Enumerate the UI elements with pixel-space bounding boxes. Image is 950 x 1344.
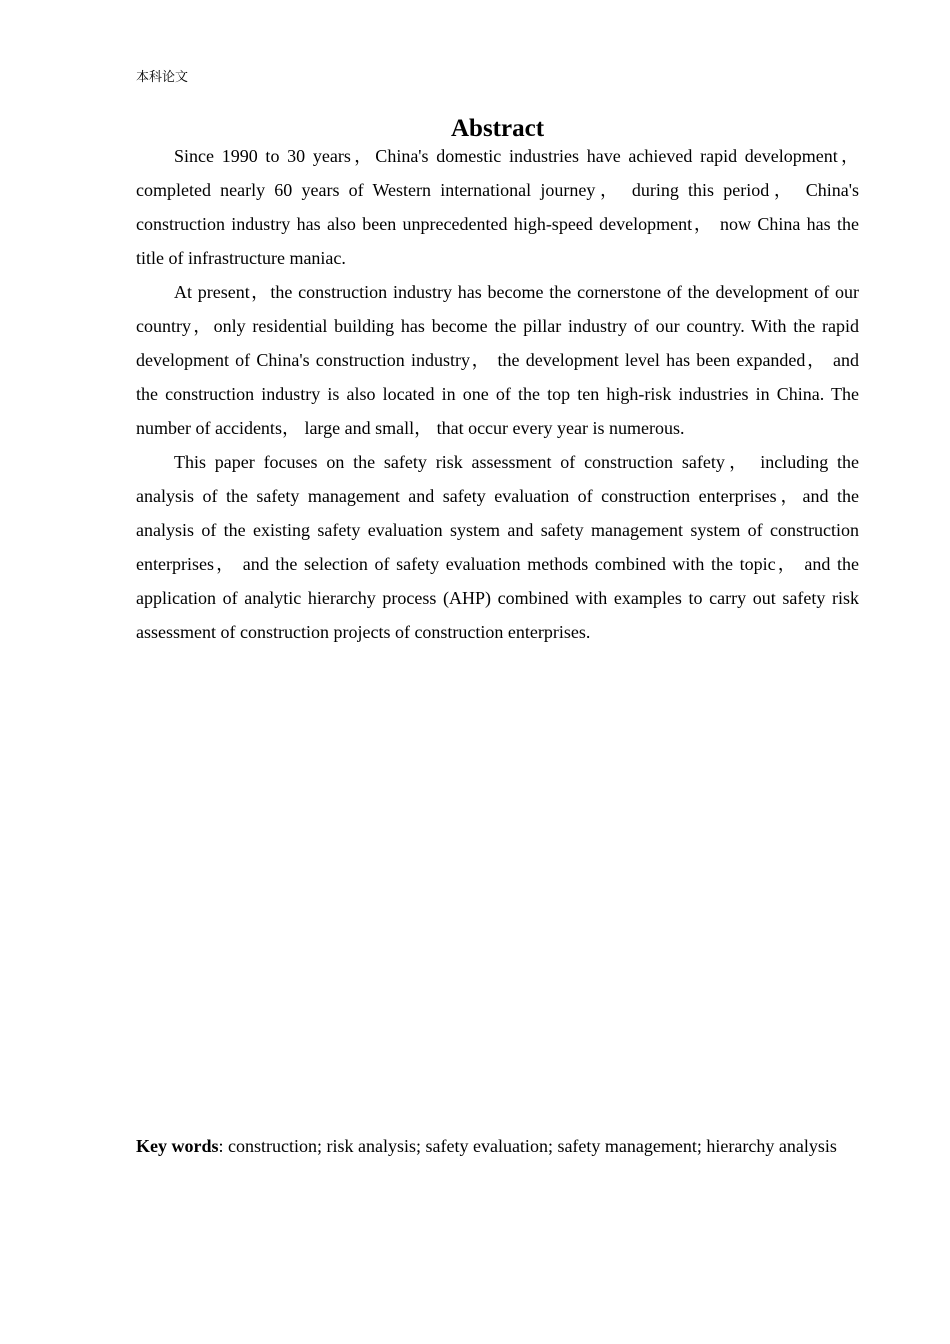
- abstract-paragraph-3: This paper focuses on the safety risk assessment of construction safety， including the analysis of the safety management and safety evaluation of construction enterprises，and the analysis of the existing safety evaluation system and safety management system of construction enterprises， and the selection of safety evaluation methods combined with the topic， and the application of analytic hierarchy process (AHP) combined with examples to carry out safety risk assessment of construction projects of construction enterprises.: [136, 452, 859, 642]
- keywords-label: Key words: [136, 1136, 219, 1156]
- keywords-separator: :: [218, 1136, 229, 1156]
- running-header: 本科论文: [136, 70, 189, 85]
- abstract-title: Abstract: [450, 115, 545, 142]
- abstract-paragraph-1: Since 1990 to 30 years，China's domestic industries have achieved rapid development，completed nearly 60 years of Western international journey， during this period， China's construction industry has also been unprecedented high-speed development， now China has the title of infrastructure maniac.: [136, 146, 859, 268]
- abstract-paragraph-2: At present，the construction industry has become the cornerstone of the development of our country，only residential building has become the pillar industry of our country. With the rapid development of China's construction industry， the development level has been expanded， and the construction industry is also located in one of the top ten high-risk industries in China. The number of accidents， large and small， that occur every year is numerous.: [136, 282, 859, 438]
- keywords-section: [136, 1135, 859, 1158]
- abstract-body: [136, 139, 859, 649]
- keywords-text: construction; risk analysis; safety evaluation; safety management; hierarchy analysis: [228, 1136, 837, 1156]
